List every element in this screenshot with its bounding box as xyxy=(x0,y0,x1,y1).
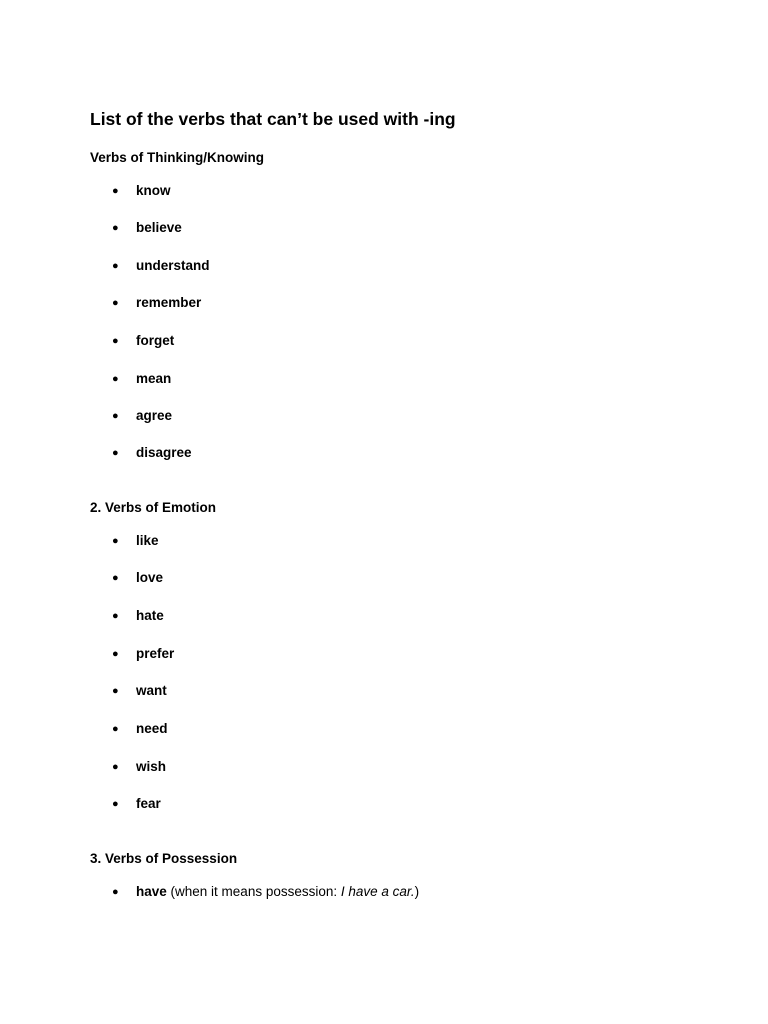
verb-text: wish xyxy=(136,759,167,774)
bullet-icon: ● xyxy=(112,761,119,773)
verb-text: understand xyxy=(136,258,210,273)
verb-example: I have a car. xyxy=(340,884,415,899)
bullet-icon: ● xyxy=(112,410,119,422)
verb-note-close: ) xyxy=(414,884,420,899)
verb-text: fear xyxy=(136,796,161,811)
bullet-icon: ● xyxy=(112,535,119,547)
bullet-icon: ● xyxy=(112,685,119,697)
bullet-icon: ● xyxy=(112,723,119,735)
verb-text: like xyxy=(136,533,159,548)
verb-note: (when it means possession: xyxy=(166,884,341,899)
verb-text: have xyxy=(136,884,167,899)
verb-text: mean xyxy=(136,371,172,386)
verb-text: believe xyxy=(136,220,182,235)
verb-text: agree xyxy=(136,408,173,423)
bullet-icon: ● xyxy=(112,222,119,234)
verb-text: forget xyxy=(136,333,175,348)
bullet-icon: ● xyxy=(112,886,119,898)
section-heading-emotion: 2. Verbs of Emotion xyxy=(90,500,217,515)
verb-text: want xyxy=(136,683,167,698)
bullet-icon: ● xyxy=(112,447,119,459)
verb-text: know xyxy=(136,183,171,198)
verb-entry xyxy=(136,883,419,901)
verb-text: hate xyxy=(136,608,164,623)
verb-text: disagree xyxy=(136,445,192,460)
bullet-icon: ● xyxy=(112,648,119,660)
verb-text: need xyxy=(136,721,168,736)
bullet-icon: ● xyxy=(112,798,119,810)
section-heading-possession: 3. Verbs of Possession xyxy=(90,851,238,866)
bullet-icon: ● xyxy=(112,373,119,385)
bullet-icon: ● xyxy=(112,610,119,622)
bullet-icon: ● xyxy=(112,260,119,272)
verb-text: prefer xyxy=(136,646,175,661)
bullet-icon: ● xyxy=(112,335,119,347)
bullet-icon: ● xyxy=(112,572,119,584)
section-heading-thinking: Verbs of Thinking/Knowing xyxy=(90,150,264,165)
bullet-icon: ● xyxy=(112,185,119,197)
document-title: List of the verbs that can’t be used with -ing xyxy=(90,109,456,129)
verb-text: love xyxy=(136,570,164,585)
bullet-icon: ● xyxy=(112,297,119,309)
verb-text: remember xyxy=(136,295,202,310)
